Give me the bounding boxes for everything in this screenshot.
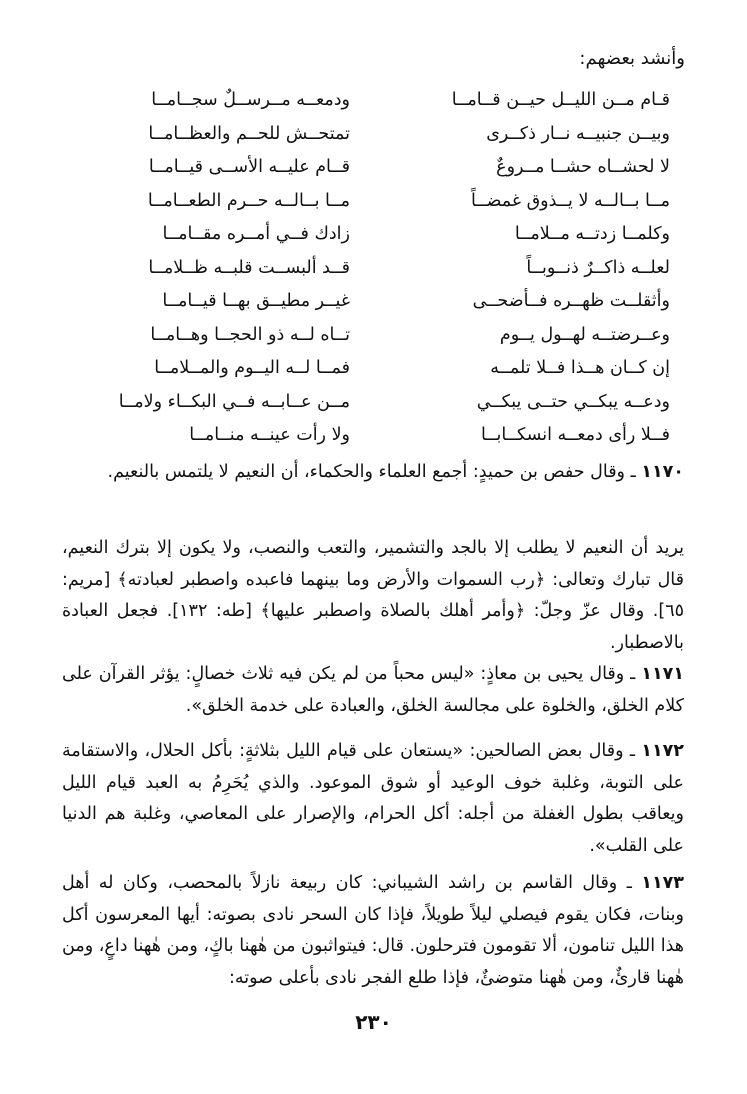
verse-first-hemistich: ودعــه يبكــي حتــى يبكــي xyxy=(476,391,670,412)
paragraph-commentary xyxy=(62,533,684,659)
verse-first-hemistich: إن كــان هــذا فــلا تلمــه xyxy=(490,358,670,378)
paragraph-text: ـ وقال يحيى بن معاذٍ: «ليس محباً من لم يكن فيه ثلاث خصالٍ: يؤثر القرآن على كلام الخلق، والخلوة على مجالسة الخلق، والعبادة على خدمة الخلق». xyxy=(62,664,684,716)
verse-second-hemistich: ولا رأت عينــه منــامــا xyxy=(189,425,350,445)
poem xyxy=(80,84,670,453)
narration-number: ١١٧٠ xyxy=(641,462,684,482)
verse-second-hemistich: تمتحــش للحــم والعظــامــا xyxy=(148,123,350,144)
verse-first-hemistich: وأثقلــت ظهــره فــأضحــى xyxy=(472,291,670,311)
poem-verse xyxy=(80,185,670,219)
poem-verse xyxy=(80,218,670,252)
verse-first-hemistich: وكلمــا زدتــه مــلامــا xyxy=(514,224,670,244)
verse-second-hemistich: مــن عــابــه فــي البكــاء ولامــا xyxy=(118,391,350,412)
verse-second-hemistich: مــا بــالــه حــرم الطعــامــا xyxy=(147,190,350,211)
verse-first-hemistich: لا لحشــاه حشــا مــروعٌ xyxy=(496,157,670,177)
verse-first-hemistich: فــلا رأى دمعــه انسكــابــا xyxy=(480,425,670,445)
poem-verse xyxy=(80,252,670,286)
verse-first-hemistich: قـام مــن الليــل حيــن قــامــا xyxy=(451,90,670,110)
poem-verse xyxy=(80,84,670,118)
paragraph-1171 xyxy=(62,659,684,722)
verse-second-hemistich: تــاه لــه ذو الحجــا وهــامــا xyxy=(150,324,350,345)
narration-number: ١١٧١ xyxy=(641,664,684,684)
poem-verse xyxy=(80,419,670,453)
narration-number: ١١٧٣ xyxy=(641,873,684,893)
poem-intro: وأنشد بعضهم: xyxy=(579,48,685,69)
paragraph-text: ـ وقال بعض الصالحين: «يستعان على قيام الليل بثلاثةٍ: بأكل الحلال، والاستقامة على التوبة، وغلبة خوف الوعيد أو شوق الموعود. والذي يُحَرِمُ به العبد قيام الليل ويعاقب بطول الغفلة من أجله: أكل الحرام، والإصرار على المعاصي، وغلبة هم الدنيا على القلب». xyxy=(62,741,684,856)
verse-second-hemistich: قــام عليــه الأســى قيــامــا xyxy=(148,157,350,177)
verse-first-hemistich: لعلــه ذاكــرٌ ذنــوبــاً xyxy=(526,257,670,278)
poem-verse xyxy=(80,285,670,319)
verse-second-hemistich: غيــر مطيــق بهــا قيــامــا xyxy=(162,291,350,311)
page-number: ٢٣٠ xyxy=(355,1010,392,1034)
poem-verse xyxy=(80,319,670,353)
verse-first-hemistich: مــا بــالــه لا يــذوق غمضــاً xyxy=(471,190,670,211)
paragraph-text: ـ وقال القاسم بن راشد الشيباني: كان ربيعة نازلاً بالمحصب، وكان له أهل وبنات، فكان يقوم فيصلي ليلاً طويلاً، فإذا كان السحر نادى بصوته: أيها المعرسون أكل هذا الليل تنامون، ألا تقومون فترحلون. قال: فيتواثبون من هٰهنا باكٍ، ومن هٰهنا داعٍ، ومن هٰهنا قارئٌ، ومن هٰهنا متوضئٌ، فإذا طلع الفجر نادى بأعلى صوته: xyxy=(62,873,684,988)
narration-number: ١١٧٢ xyxy=(641,741,684,761)
paragraph-text: ـ وقال حفص بن حميدٍ: أجمع العلماء والحكماء، أن النعيم لا يلتمس بالنعيم. xyxy=(107,462,642,482)
paragraph-1173 xyxy=(62,868,684,994)
verse-second-hemistich: فمــا لــه اليــوم والمــلامــا xyxy=(154,358,350,378)
verse-first-hemistich: وبيــن جنبيــه نــار ذكــرى xyxy=(486,123,670,144)
paragraph-1172 xyxy=(62,736,684,862)
poem-verse xyxy=(80,386,670,420)
verse-first-hemistich: وعــرضتــه لهــول يــوم xyxy=(499,324,670,345)
paragraph-1170 xyxy=(62,457,684,489)
poem-verse xyxy=(80,151,670,185)
poem-verse xyxy=(80,118,670,152)
verse-second-hemistich: قــد ألبســت قلبــه ظــلامــا xyxy=(148,257,350,278)
verse-second-hemistich: ودمعــه مــرســلٌ سجــامــا xyxy=(151,90,350,110)
poem-verse xyxy=(80,352,670,386)
paragraph-text: يريد أن النعيم لا يطلب إلا بالجد والتشمير، والتعب والنصب، ولا يكون إلا بترك النعيم، قال تبارك وتعالى: ﴿رب السموات والأرض وما بينهما فاعبده واصطبر لعبادته﴾ [مريم: ٦٥]. وقال عزّ وجلّ: ﴿وأمر أهلك بالصلاة واصطبر عليها﴾ [طه: ١٣٢]. فجعل العبادة بالاصطبار. xyxy=(62,538,684,653)
verse-second-hemistich: زادك فــي أمــره مقــامــا xyxy=(162,224,350,244)
